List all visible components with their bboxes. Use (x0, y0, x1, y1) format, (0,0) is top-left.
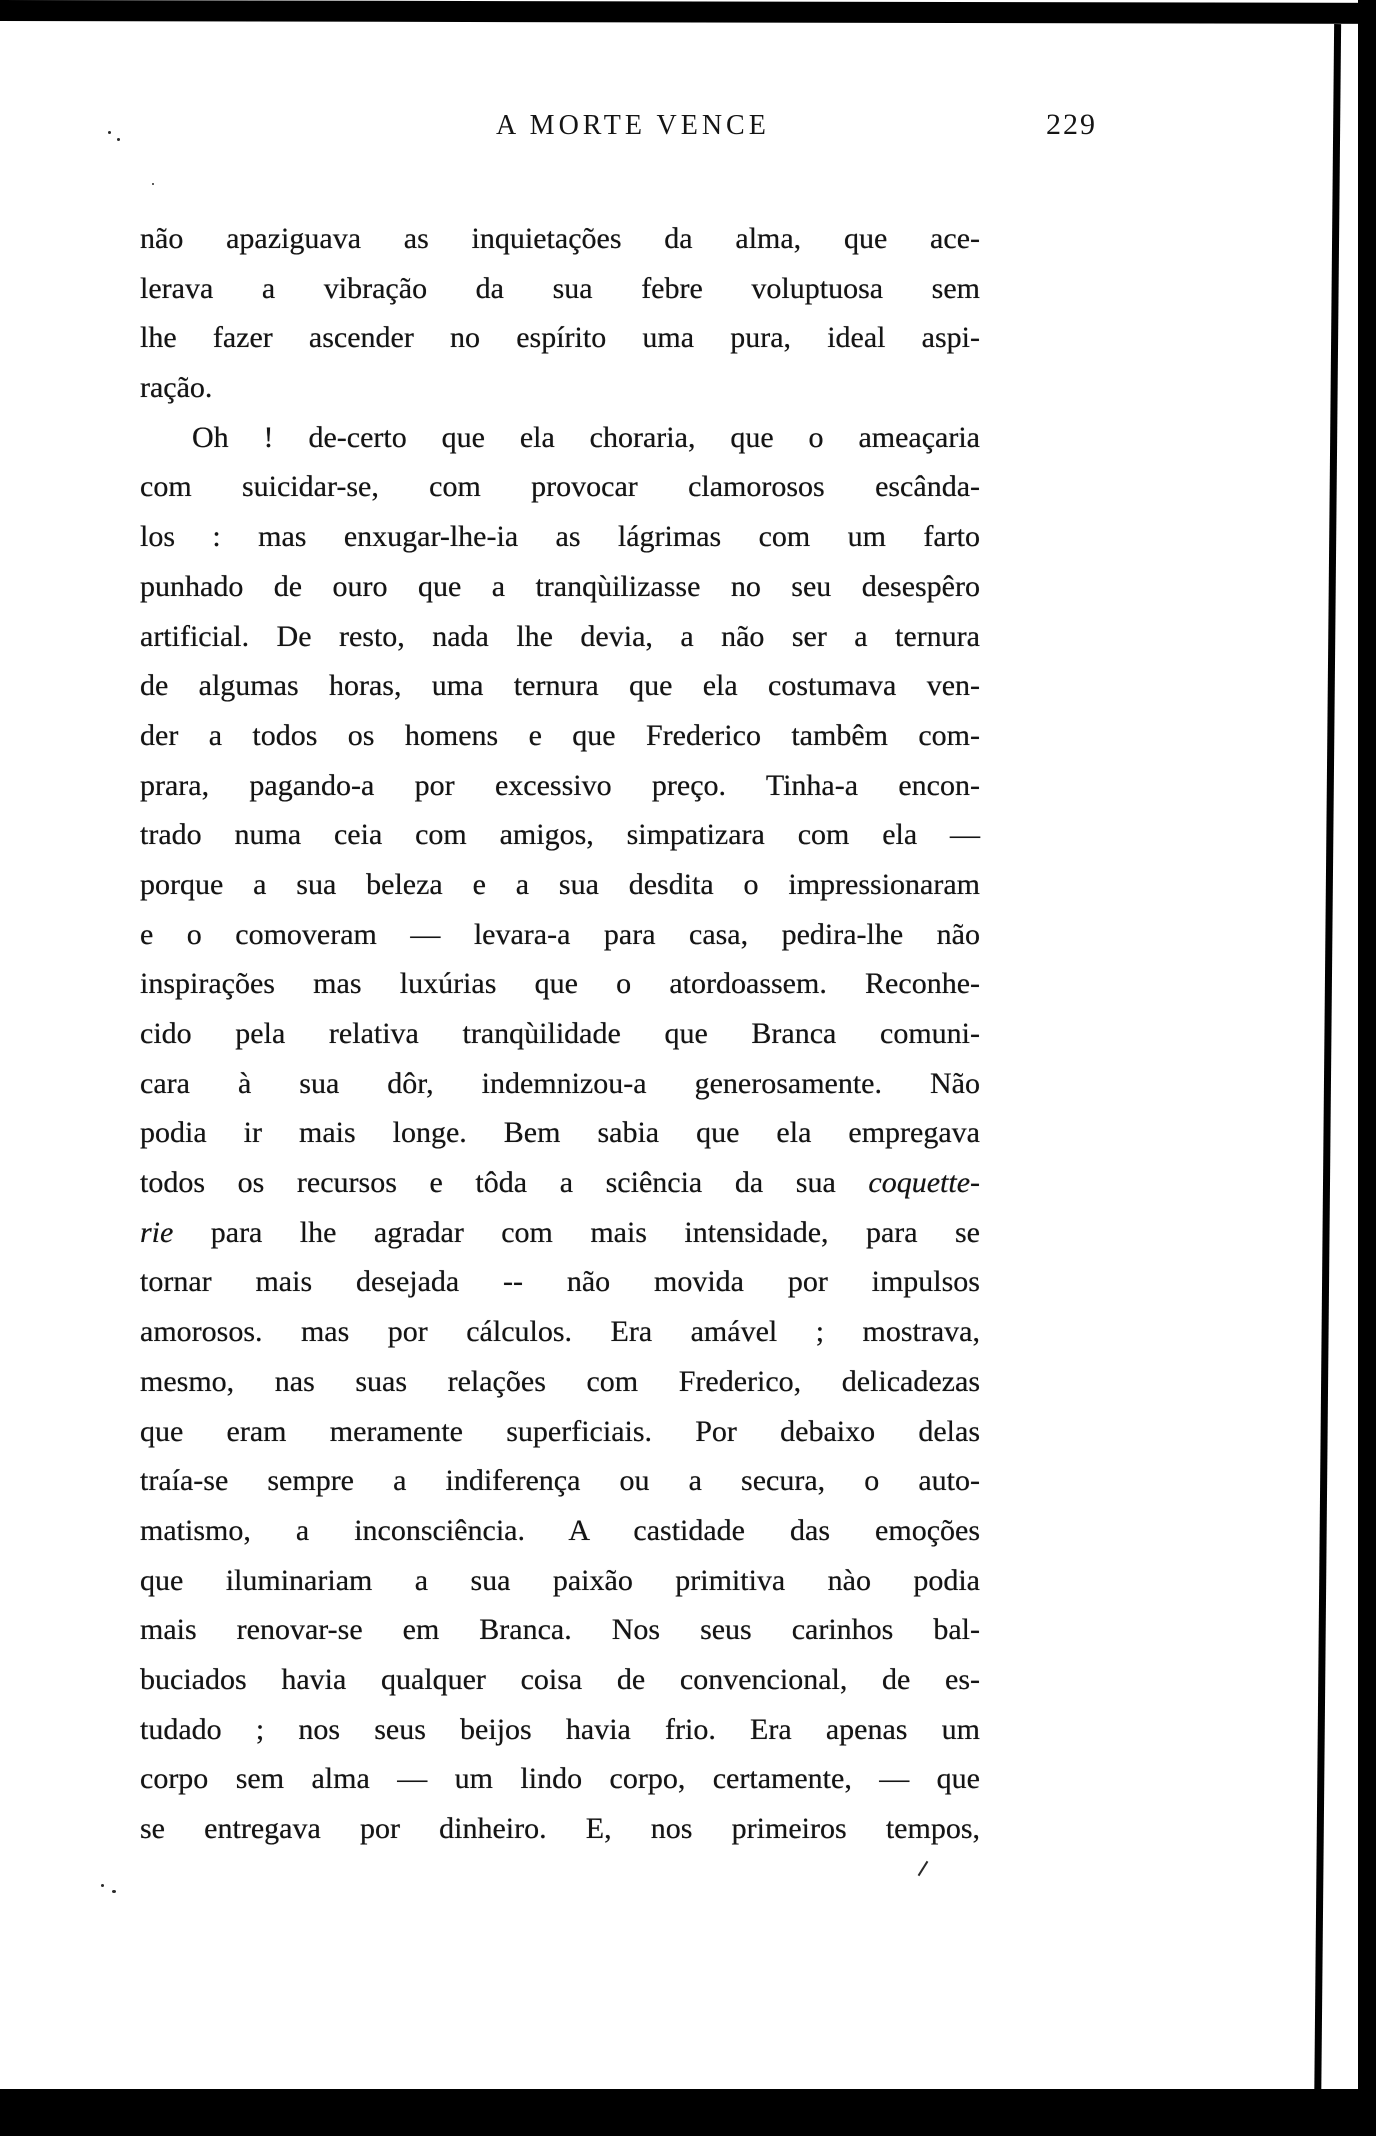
page-fold-line (1314, 24, 1341, 2136)
scan-speck (108, 131, 111, 134)
text-line (140, 711, 980, 761)
text-line (140, 214, 980, 264)
text-line (140, 1357, 980, 1407)
text-segment: se entregava por dinheiro. E, nos primeiros tempos, (140, 1812, 980, 1845)
text-line (140, 363, 980, 413)
body-text (140, 214, 980, 1854)
text-segment: cido pela relativa tranqùilidade que Branca comuni- (140, 1017, 980, 1050)
text-line (140, 313, 980, 363)
text-segment: tudado ; nos seus beijos havia frio. Era apenas um (140, 1712, 980, 1746)
text-line (140, 612, 980, 662)
text-segment: não apaziguava as inquietações da alma, que ace- (140, 222, 980, 255)
text-segment: punhado de ouro que a tranqùilizasse no seu desespêro (140, 569, 980, 603)
text-line (140, 1158, 980, 1208)
scan-edge-bottom (0, 2089, 1376, 2136)
text-line (140, 264, 980, 314)
scan-speck (918, 1861, 929, 1876)
text-line (140, 462, 980, 512)
text-segment: lhe fazer ascender no espírito uma pura, ideal aspi- (140, 321, 980, 355)
text-segment: Oh ! de-certo que ela choraria, que o ameaçaria (192, 420, 980, 454)
text-segment: para lhe agradar com mais intensidade, para se (173, 1215, 980, 1249)
text-line (140, 761, 980, 811)
text-segment: traía-se sempre a indiferença ou a secura, o auto- (140, 1464, 980, 1498)
text-segment: mais renovar-se em Branca. Nos seus carinhos bal- (140, 1613, 980, 1647)
text-segment: de algumas horas, uma ternura que ela costumava ven- (140, 669, 980, 703)
text-line (140, 1307, 980, 1357)
running-title: A MORTE VENCE (496, 110, 770, 141)
text-segment: buciados havia qualquer coisa de convencional, de es- (140, 1662, 980, 1696)
text-segment: porque a sua beleza e a sua desdita o impressionaram (140, 867, 980, 901)
text-line (140, 1754, 980, 1804)
text-line (140, 810, 980, 860)
text-segment: prara, pagando-a por excessivo preço. Tinha-a encon- (140, 768, 980, 802)
text-line (140, 1407, 980, 1457)
text-segment: matismo, a inconsciência. A castidade das emoções (140, 1513, 980, 1547)
text-segment: trado numa ceia com amigos, simpatizara com ela — (140, 818, 980, 852)
text-segment: mesmo, nas suas relações com Frederico, delicadezas (140, 1364, 980, 1398)
text-segment: amorosos. mas por cálculos. Era amável ; mostrava, (140, 1315, 980, 1349)
text-segment: corpo sem alma — um lindo corpo, certamente, — que (140, 1762, 980, 1796)
text-segment: artificial. De resto, nada lhe devia, a não ser a ternura (140, 619, 980, 653)
text-line (140, 512, 980, 562)
text-segment: e o comoveram — levara-a para casa, pedira-lhe não (140, 917, 980, 951)
text-line (140, 1605, 980, 1655)
text-line (140, 1257, 980, 1307)
text-line (140, 1108, 980, 1158)
text-segment: inspirações mas luxúrias que o atordoassem. Reconhe- (140, 967, 980, 1001)
scan-speck (101, 1884, 104, 1887)
text-segment-italic: rie (140, 1215, 174, 1249)
text-line (140, 1804, 980, 1854)
text-segment: lerava a vibração da sua febre voluptuosa sem (140, 271, 980, 305)
text-segment: los : mas enxugar-lhe-ia as lágrimas com um farto (140, 520, 980, 554)
text-segment: tornar mais desejada -- não movida por impulsos (140, 1265, 980, 1299)
text-line (140, 1208, 980, 1258)
text-line (140, 1456, 980, 1506)
text-line (140, 910, 980, 960)
text-segment: der a todos os homens e que Frederico tambêm com- (140, 718, 980, 752)
text-segment: todos os recursos e tôda a sciência da sua (140, 1166, 869, 1200)
text-segment-italic: coquette- (868, 1166, 980, 1200)
text-segment: com suicidar-se, com provocar clamorosos escânda- (140, 470, 980, 504)
text-line (140, 1009, 980, 1059)
text-segment: cara à sua dôr, indemnizou-a generosamente. Não (140, 1066, 980, 1100)
scan-edge-right (1358, 0, 1376, 2136)
scan-edge-top (0, 0, 1376, 24)
text-line (140, 661, 980, 711)
text-line (140, 959, 980, 1009)
text-segment: ração. (140, 371, 213, 405)
text-line (140, 1506, 980, 1556)
text-segment: que eram meramente superficiais. Por debaixo delas (140, 1414, 980, 1448)
text-segment: podia ir mais longe. Bem sabia que ela empregava (140, 1116, 980, 1150)
text-segment: que iluminariam a sua paixão primitiva nào podia (140, 1563, 980, 1597)
text-line (140, 413, 980, 463)
text-line (140, 562, 980, 612)
scan-speck (117, 138, 120, 141)
text-line (140, 1556, 980, 1606)
scan-speck (152, 183, 154, 185)
page-number: 229 (1046, 108, 1097, 141)
text-line (140, 1705, 980, 1755)
text-line (140, 1059, 980, 1109)
scan-speck (112, 1890, 116, 1893)
text-line (140, 860, 980, 910)
text-line (140, 1655, 980, 1705)
